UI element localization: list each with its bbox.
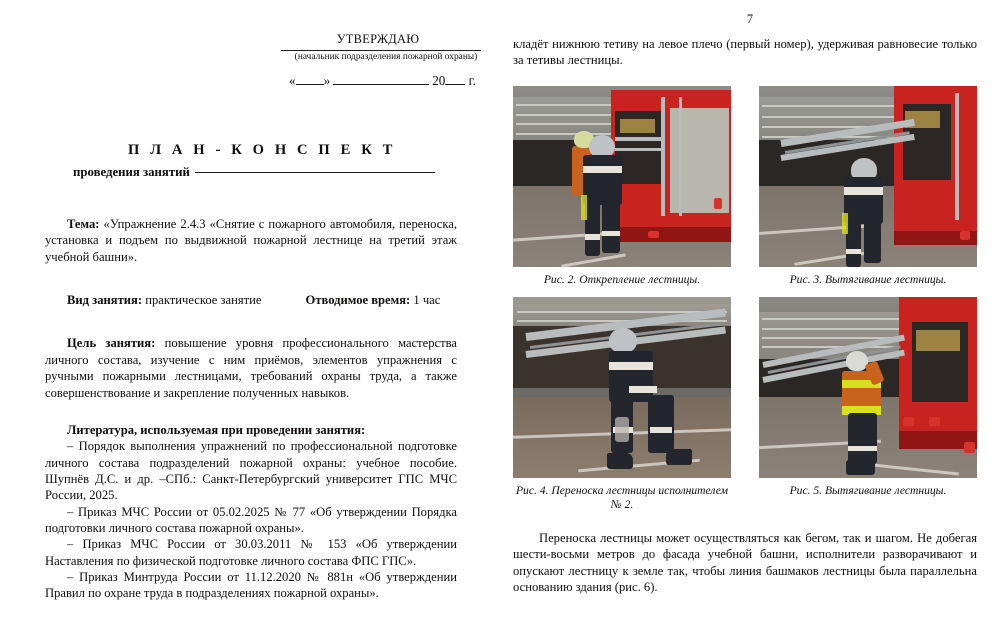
- figure-5-photo: [759, 297, 977, 478]
- right-top-paragraph: кладёт нижнюю тетиву на левое плечо (первый номер), удерживая равновесие только за тетивы лестницы.: [513, 37, 977, 68]
- figure-cell: [513, 297, 731, 512]
- figure-5-caption: Рис. 5. Вытягивание лестницы.: [789, 484, 947, 498]
- page-title: П Л А Н - К О Н С П Е К Т: [128, 142, 396, 158]
- literature-item: – Порядок выполнения упражнений по профессиональной подготовке личного состава подразделений пожарной охраны: учебное пособие. Шупнёв Д.С. и др. –СПб.: Санкт-Петербургский университет ГПС МЧС России, 2025.: [45, 439, 457, 503]
- page-number: 7: [746, 12, 754, 26]
- approval-signature-caption: (начальник подразделения пожарной охраны): [294, 52, 478, 62]
- right-top-paragraph-block: [513, 36, 977, 69]
- literature-item: – Приказ Минтруда России от 11.12.2020 № 881н «Об утверждении Правил по охране труда в подразделениях пожарной охраны».: [45, 570, 457, 601]
- section-topic-label: Тема:: [67, 217, 100, 231]
- literature-item: – Приказ МЧС России от 05.02.2025 № 77 «Об утверждении Порядка подготовки личного состава пожарной охраны».: [45, 504, 457, 536]
- figure-grid: [513, 86, 977, 512]
- figure-3-caption: Рис. 3. Вытягивание лестницы.: [789, 273, 947, 286]
- literature-heading: Литература, используемая при проведении занятия:: [67, 422, 366, 437]
- figure-2-caption: Рис. 2. Открепление лестницы.: [543, 273, 701, 286]
- section-topic: [45, 216, 457, 265]
- document-subtitle: [73, 165, 473, 180]
- section-type: [45, 292, 457, 308]
- date-month-blank: [333, 84, 429, 85]
- date-year-prefix: 20: [432, 73, 446, 88]
- figure-2-photo: [513, 86, 731, 267]
- section-goal-label: Цель занятия:: [67, 336, 156, 351]
- date-year-blank: [445, 84, 465, 85]
- figure-cell: [513, 86, 731, 287]
- date-year-suffix: г.: [468, 73, 476, 88]
- approval-signature-rule: [281, 50, 481, 51]
- date-day-blank: [296, 84, 324, 85]
- figure-row: [513, 297, 977, 512]
- subtitle-blank-rule: [195, 172, 435, 173]
- left-body-column: [45, 216, 457, 602]
- date-quote-open: «: [289, 73, 296, 88]
- figure-4-photo: [513, 297, 731, 478]
- date-quote-close: »: [323, 73, 331, 88]
- subtitle-label: проведения занятий: [73, 165, 190, 179]
- figure-4-caption: Рис. 4. Переноска лестницы исполнителем № 2.: [515, 484, 729, 512]
- right-bottom-paragraph-block: [513, 530, 977, 595]
- section-type-label: Вид занятия:: [67, 293, 143, 308]
- right-page: [500, 0, 1000, 621]
- figure-cell: [759, 297, 977, 512]
- figure-row: [513, 86, 977, 287]
- approval-block: [281, 32, 491, 89]
- literature-item: – Приказ МЧС России от 30.03.2011 № 153 «Об утверждении Наставления по физической подготовке личного состава ФПС ГПС».: [45, 537, 457, 568]
- figure-cell: [759, 86, 977, 287]
- section-type-text: практическое занятие: [145, 293, 262, 308]
- approval-word: УТВЕРЖДАЮ: [336, 32, 420, 46]
- figure-3-photo: [759, 86, 977, 267]
- section-duration-text: 1 час: [413, 293, 441, 308]
- section-goal-text: повышение уровня профессионального мастерства личного состава, изучение с ним приёмов, элементов упражнения с ручными пожарными лестницами, требований охраны труда, а также совершенствование и закрепление полученных навыков.: [45, 336, 457, 400]
- section-goal: [45, 335, 457, 400]
- section-topic-text: «Упражнение 2.4.3 «Снятие с пожарного автомобиля, переноска, установка и подъем по выдвижной пожарной лестнице на третий этаж учебной башни».: [45, 217, 457, 264]
- section-duration-label: Отводимое время:: [305, 293, 411, 308]
- approval-date-line: [281, 73, 491, 89]
- right-bottom-paragraph: Переноска лестницы может осуществляться как бегом, так и шагом. Не добегая шести-восьми метров до фасада учебной башни, исполнители разворачивают и опускают лестницу к земле так, чтобы линия башмаков лестницы была параллельна основанию здания (рис. 6).: [513, 531, 977, 595]
